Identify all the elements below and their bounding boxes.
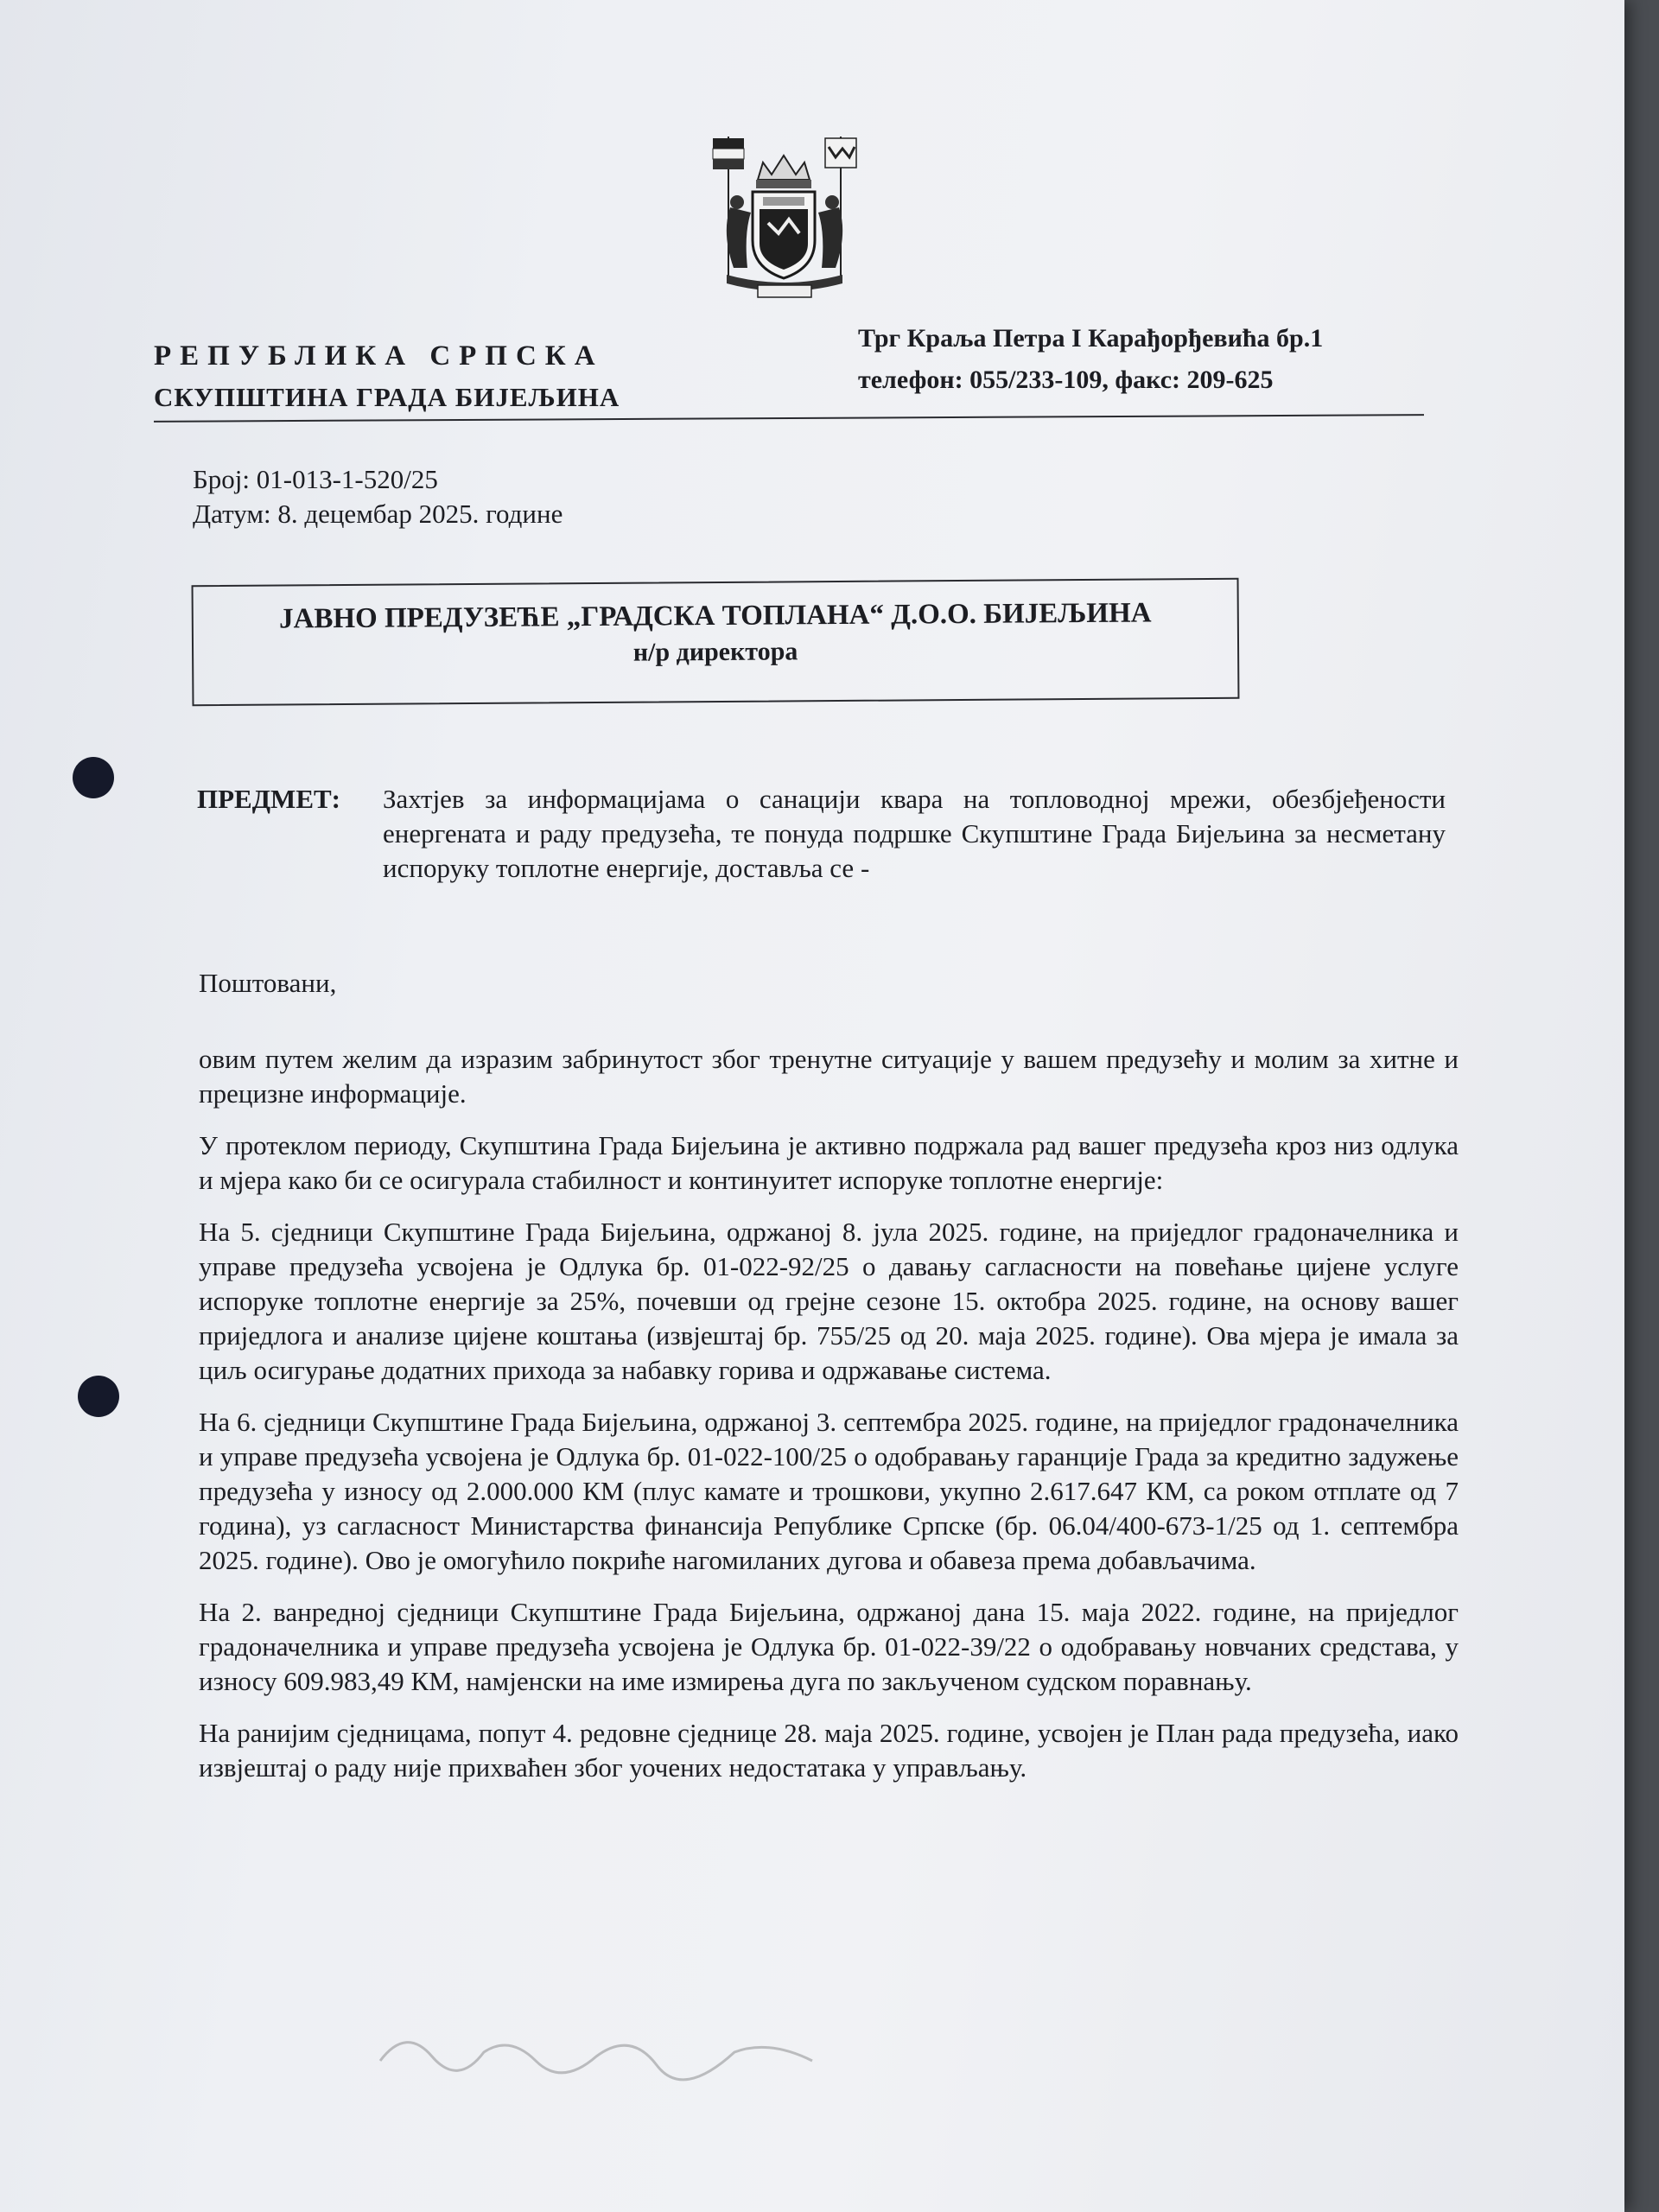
coat-of-arms-icon: [696, 130, 873, 302]
sender-address: Трг Краља Петра I Карађорђевића бр.1: [858, 324, 1324, 353]
faint-signature: [372, 2018, 821, 2087]
greeting: Поштовани,: [199, 968, 337, 998]
subject-block: [197, 782, 1446, 886]
document-number: Број: 01-013-1-520/25: [193, 464, 438, 494]
sender-header: [154, 335, 620, 418]
subject-text: Захтјев за информацијама о санацији квара на топловодној мрежи, обезбјеђености енергената и раду предузећа, те понуда подршке Скупштине Града Бијељина за несметану испоруку топлотне енергије, доставља се -: [383, 784, 1446, 883]
letter-body: [199, 966, 1459, 1802]
sender-contact: [858, 318, 1323, 401]
document-meta: [193, 462, 563, 531]
sender-phone-fax: телефон: 055/233-109, факс: 209-625: [858, 365, 1274, 394]
subject-label: ПРЕДМЕТ:: [197, 784, 340, 814]
assembly-name: СКУПШТИНА ГРАДА БИЈЕЉИНА: [154, 382, 620, 412]
recipient-attention: н/р директора: [632, 637, 798, 667]
republic-name: РЕПУБЛИКА СРПСКА: [154, 340, 604, 372]
paragraph: На ранијим сједницама, попут 4. редовне сједнице 28. маја 2025. године, усвојен је План рада предузећа, иако извјештај о раду није прихваћен због уочених недостатака у управљању.: [199, 1718, 1459, 1783]
recipient-box: [192, 578, 1240, 706]
paragraph: овим путем желим да изразим забринутост због тренутне ситуације у вашем предузећу и молим за хитне и прецизне информације.: [199, 1044, 1459, 1109]
document-date: Датум: 8. децембар 2025. године: [193, 499, 563, 529]
paragraph: На 6. сједници Скупштине Града Бијељина, одржаној 3. септембра 2025. године, на приједлог градоначелника и управе предузећа усвојена је Одлука бр. 01-022-100/25 о одобравању гаранције Града за кредитно задужење предузећа у износу од 2.000.000 КМ (плус камате и трошкови, укупно 2.617.647 КМ, са роком отплате од 7 година), уз сагласност Министарства финансија Републике Српске (бр. 06.04/400-673-1/25 од 1. септембра 2025. године). Ово је омогућило покриће нагомиланих дугова и обавеза према добављачима.: [199, 1407, 1459, 1575]
recipient-name: ЈАВНО ПРЕДУЗЕЋЕ „ГРАДСКА ТОПЛАНА“ Д.О.О. БИЈЕЉИНА: [278, 597, 1152, 635]
punch-hole: [78, 1376, 119, 1417]
paragraph: На 2. ванредној сједници Скупштине Града Бијељина, одржаној дана 15. маја 2022. године, на приједлог градоначелника и управе предузећа усвојена је Одлука бр. 01-022-39/22 о одобравању новчаних средстава, у износу 609.983,49 КМ, намјенски на име измирења дуга по закљученом судском поравнању.: [199, 1597, 1459, 1696]
paragraph: На 5. сједници Скупштине Града Бијељина, одржаној 8. јула 2025. године, на приједлог градоначелника и управе предузећа усвојена је Одлука бр. 01-022-92/25 о давању сагласности на повећање цијене услуге испоруке топлотне енергије за 25%, почевши од грејне сезоне 15. октобра 2025. године, на основу вашег приједлога и анализе цијене коштања (извјештај бр. 755/25 од 20. маја 2025. године). Ова мјера је имала за циљ осигурање додатних прихода за набавку горива и одржавање система.: [199, 1217, 1459, 1385]
punch-hole: [73, 757, 114, 798]
paragraph: У протеклом периоду, Скупштина Града Бијељина је активно подржала рад вашег предузећа кроз низ одлука и мјера како би се осигурала стабилност и континуитет испоруке топлотне енергије:: [199, 1130, 1459, 1195]
